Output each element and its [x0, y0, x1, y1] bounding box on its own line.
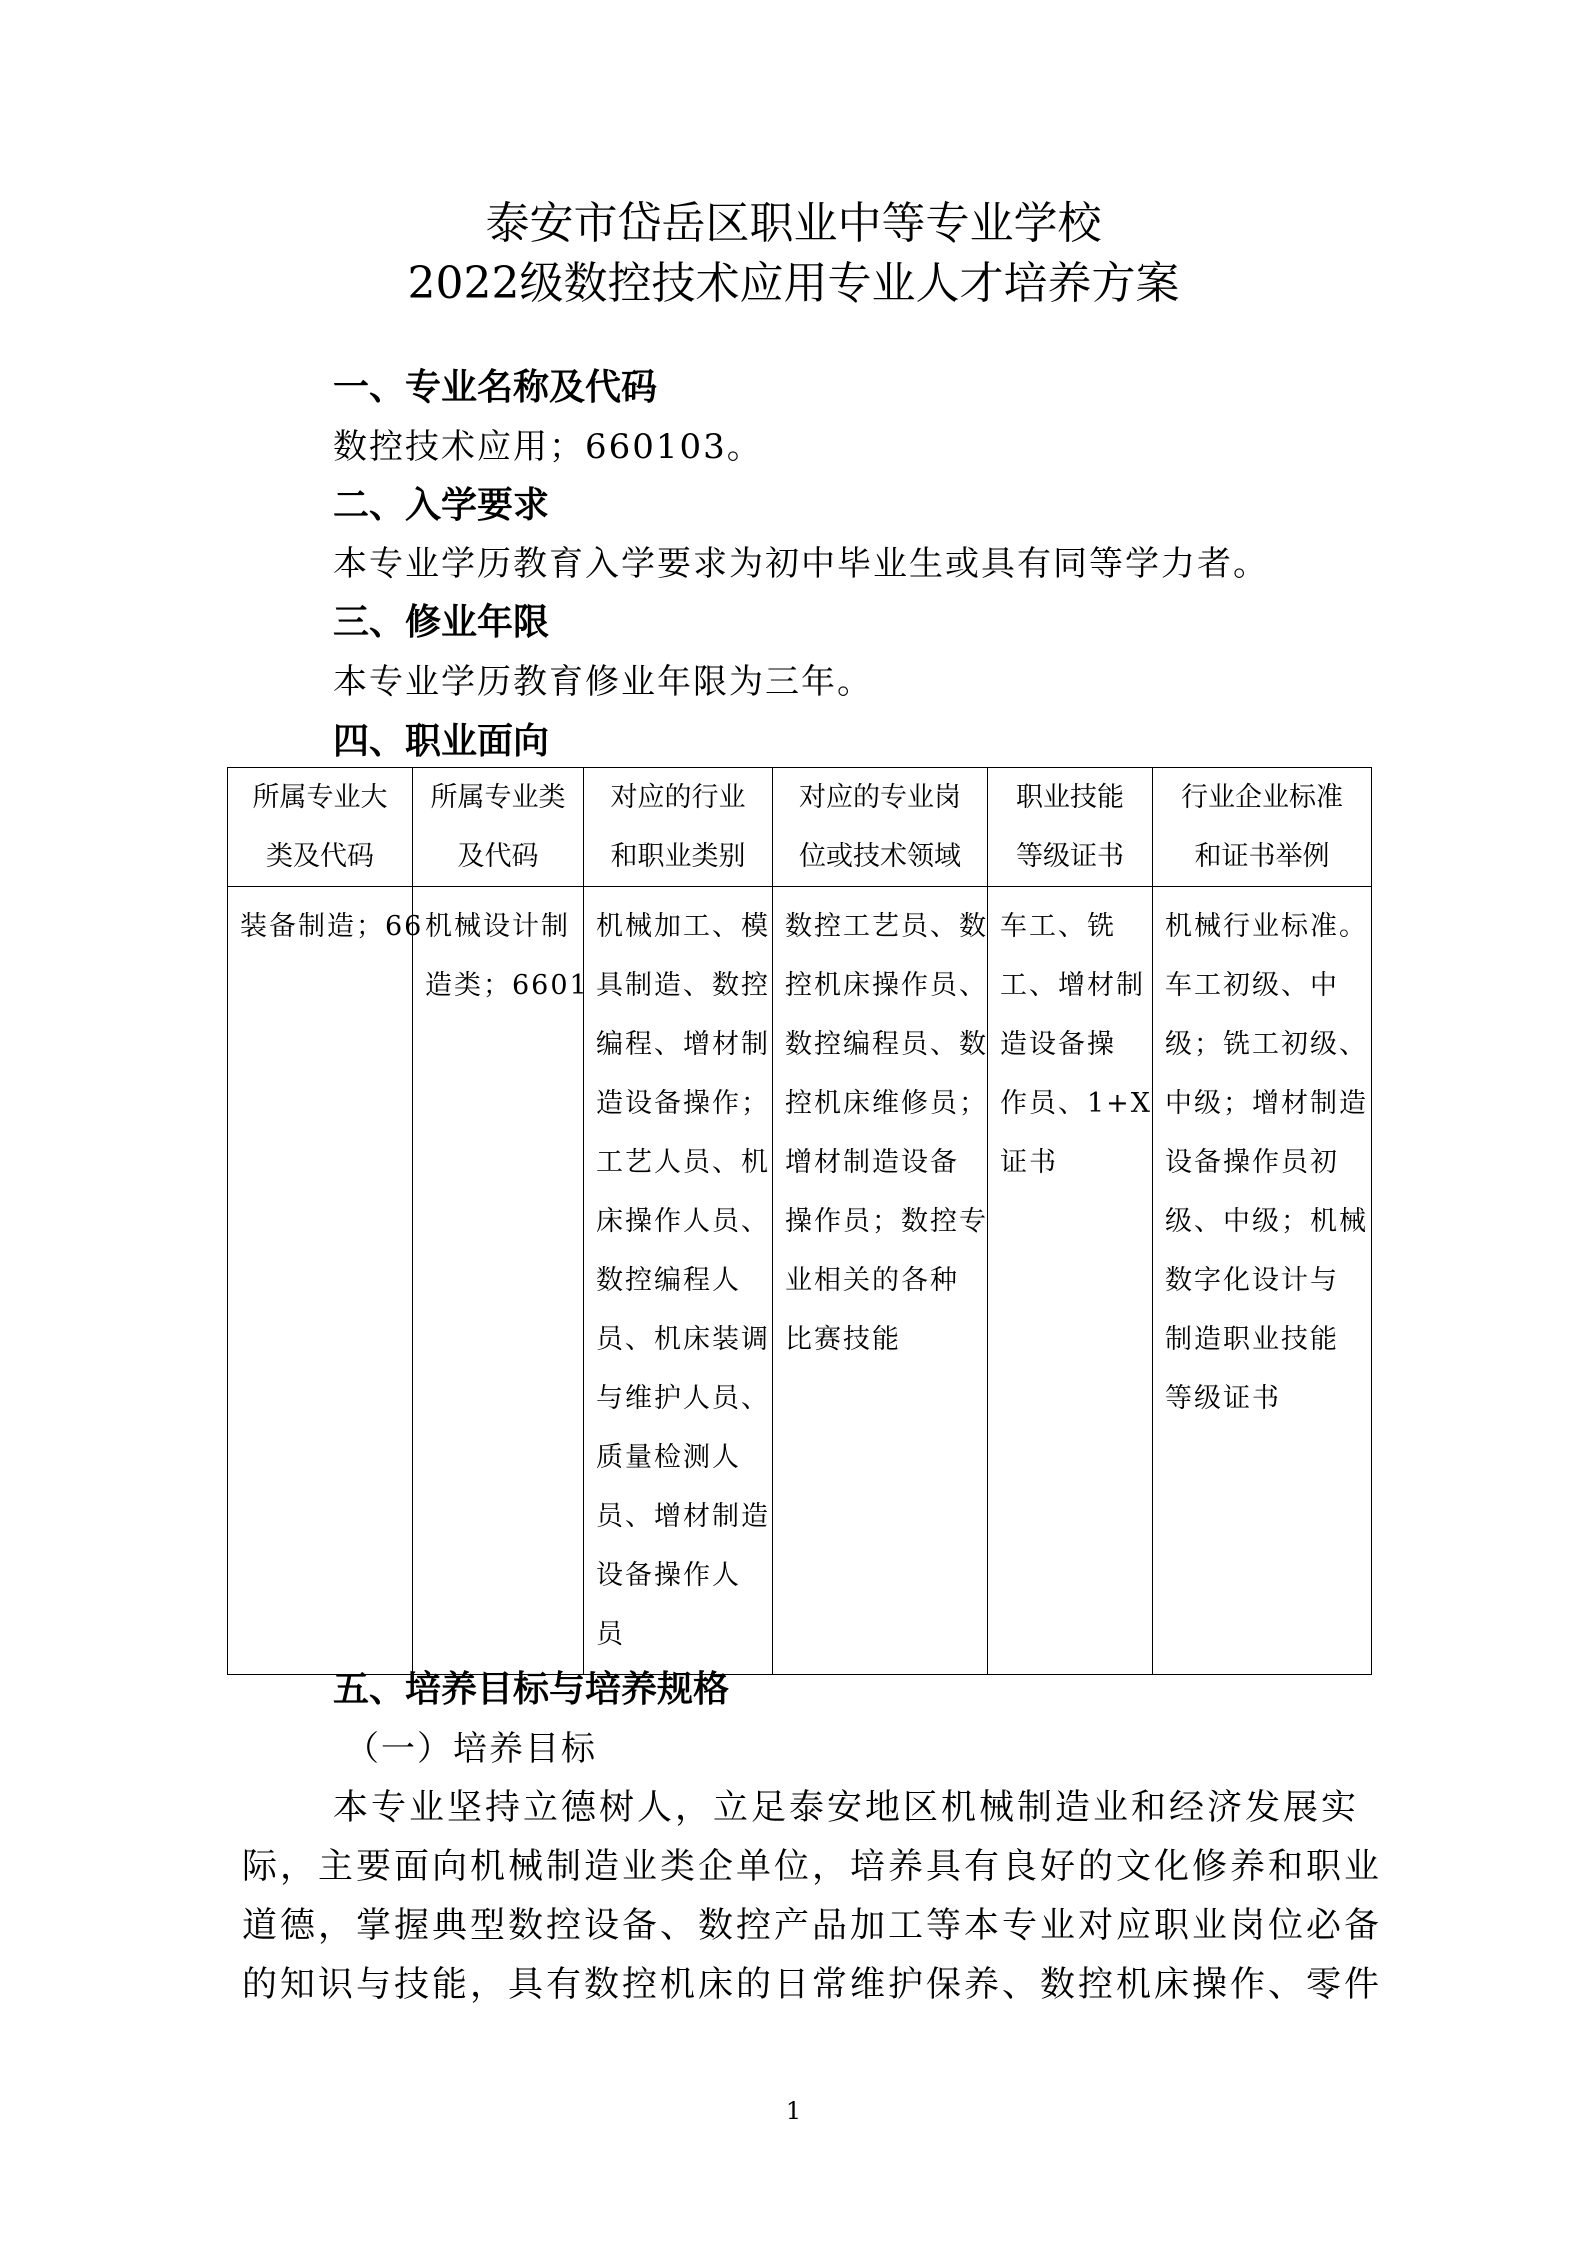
table-header-cell: 所属专业大 类及代码	[228, 768, 413, 887]
table-cell-positions: 数控工艺员、数 控机床操作员、 数控编程员、数 控机床维修员； 增材制造设备 操作员；数控专 业相关的各种 比赛技能	[773, 887, 988, 1675]
table-cell-industry: 机械加工、模 具制造、数控 编程、增材制 造设备操作； 工艺人员、机 床操作人员、 数控编程人 员、机床装调 与维护人员、 质量检测人 员、增材制造 设备操作人 员	[584, 887, 773, 1675]
table-cell-certificates: 车工、铣 工、增材制 造设备操 作员、1+X 证书	[988, 887, 1153, 1675]
body-paragraph-line: 本专业坚持立德树人，立足泰安地区机械制造业和经济发展实	[333, 1788, 1360, 1828]
document-title-line2: 2022级数控技术应用专业人才培养方案	[407, 258, 1180, 309]
table-cell-class: 机械设计制 造类；6601	[413, 887, 584, 1675]
vocation-table	[227, 767, 1372, 1675]
table-header-cell: 行业企业标准 和证书举例	[1153, 768, 1372, 887]
table-header-cell: 对应的专业岗 位或技术领域	[773, 768, 988, 887]
page-number: 1	[785, 2097, 802, 2125]
subsection-heading: （一）培养目标	[345, 1729, 597, 1769]
section-heading-5: 五、培养目标与培养规格	[333, 1669, 730, 1710]
body-paragraph-line: 际，主要面向机械制造业类企单位，培养具有良好的文化修养和职业	[242, 1847, 1383, 1887]
table-header-cell: 职业技能 等级证书	[988, 768, 1153, 887]
table-header-cell: 对应的行业 和职业类别	[584, 768, 773, 887]
section-heading-1: 一、专业名称及代码	[333, 367, 658, 408]
table-header-cell: 所属专业类 及代码	[413, 768, 584, 887]
section-heading-3: 三、修业年限	[333, 602, 550, 643]
body-paragraph-line: 道德，掌握典型数控设备、数控产品加工等本专业对应职业岗位必备	[242, 1906, 1383, 1946]
table-row	[228, 887, 1372, 1675]
section-text-3: 本专业学历教育修业年限为三年。	[333, 662, 873, 702]
table-cell-category: 装备制造；66	[228, 887, 413, 1675]
section-text-1: 数控技术应用；660103。	[333, 427, 763, 467]
section-heading-2: 二、入学要求	[333, 485, 550, 526]
document-title-line1: 泰安市岱岳区职业中等专业学校	[485, 198, 1102, 249]
table-cell-standards: 机械行业标准。 车工初级、中 级；铣工初级、 中级；增材制造 设备操作员初 级、中级；机械 数字化设计与 制造职业技能 等级证书	[1153, 887, 1372, 1675]
table-header-row	[228, 768, 1372, 887]
body-paragraph-line: 的知识与技能，具有数控机床的日常维护保养、数控机床操作、零件	[242, 1965, 1383, 2005]
section-text-2: 本专业学历教育入学要求为初中毕业生或具有同等学力者。	[333, 544, 1269, 584]
section-heading-4: 四、职业面向	[333, 721, 550, 762]
